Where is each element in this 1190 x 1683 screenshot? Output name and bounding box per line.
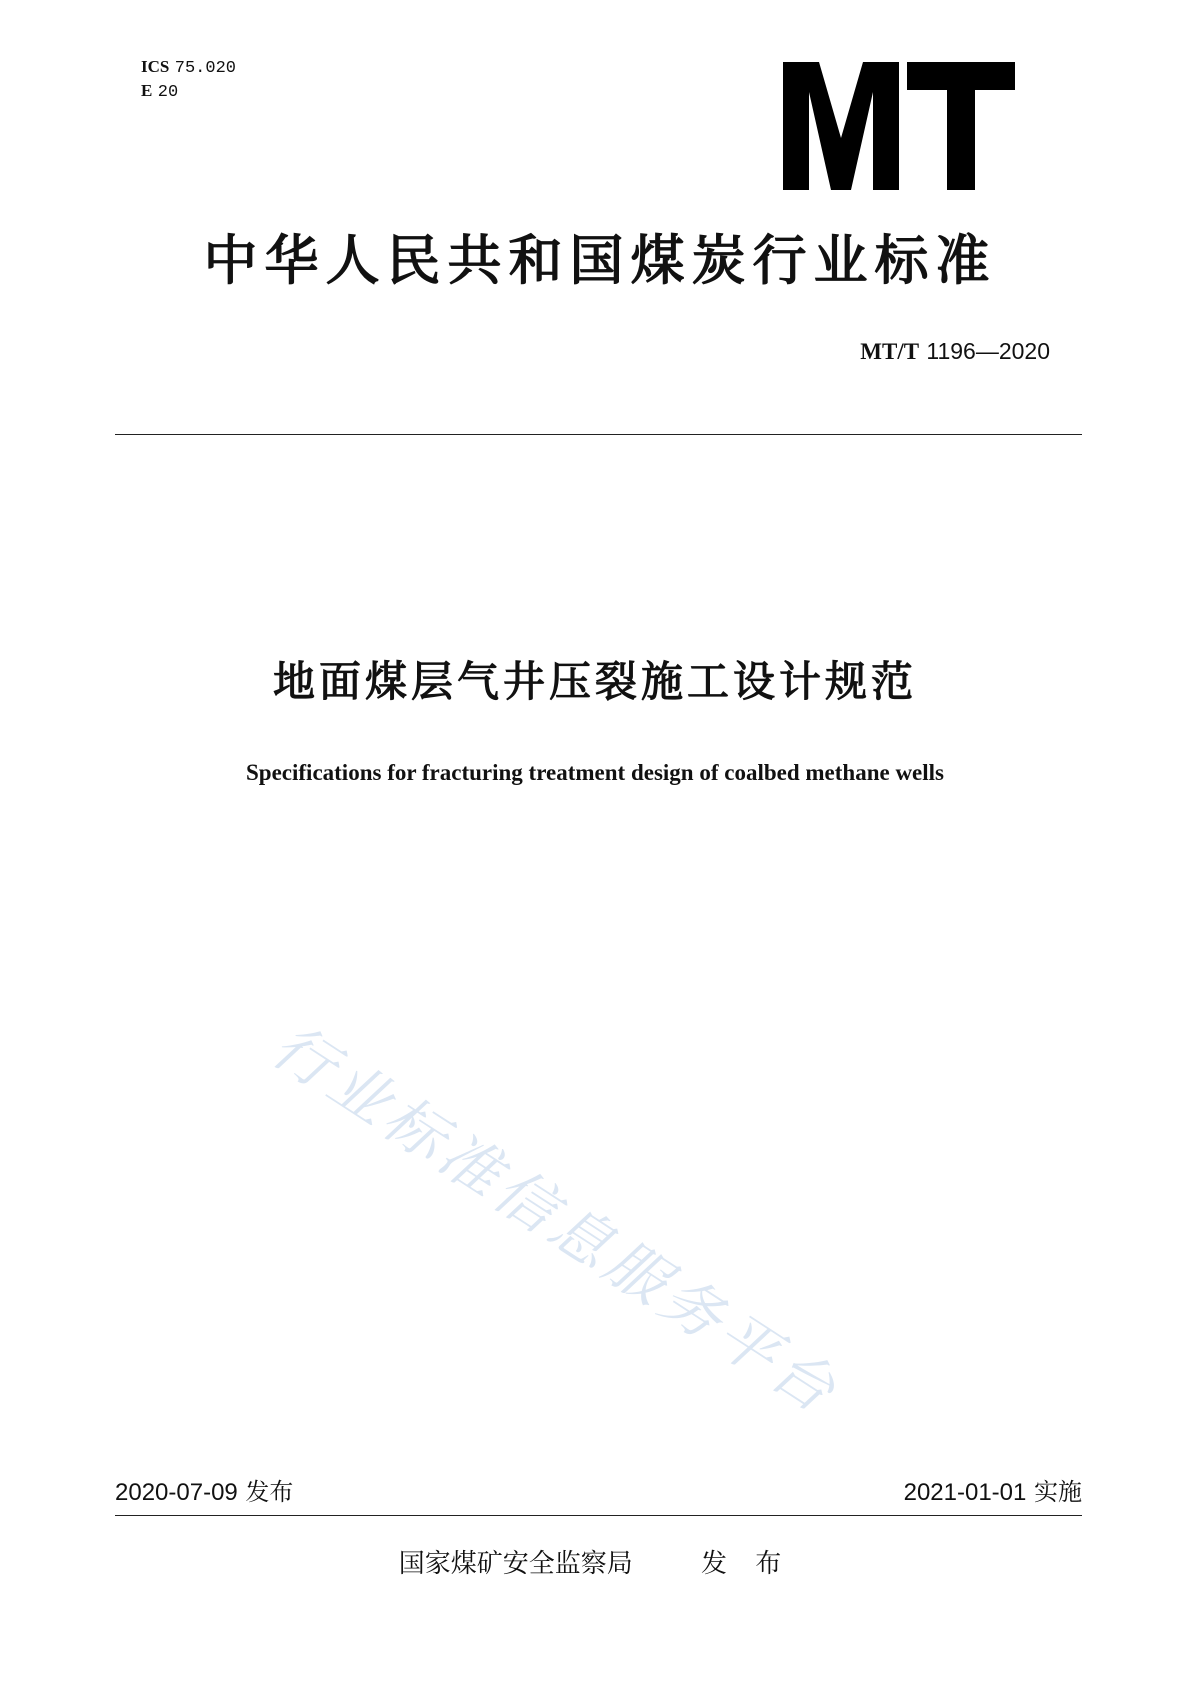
ics-label: ICS: [141, 57, 170, 76]
ccs-value: 20: [157, 83, 179, 102]
ics-value: 75.020: [174, 59, 236, 78]
publish-date-value: 2020-07-09: [115, 1479, 238, 1506]
classification-block: [141, 56, 236, 104]
title-chinese: 地面煤层气井压裂施工设计规范: [272, 657, 917, 706]
ics-line: [141, 56, 236, 80]
title-english: Specifications for fracturing treatment design of coalbed methane wells: [246, 760, 944, 785]
mt-logo: [783, 62, 1015, 190]
ccs-label: E: [141, 81, 153, 100]
implement-date-label: 实施: [1034, 1478, 1082, 1506]
publish-date: [115, 1476, 293, 1509]
implement-date: [904, 1476, 1082, 1509]
issuer-verb: 发 布: [701, 1549, 792, 1579]
issuer-name: 国家煤矿安全监察局: [398, 1549, 633, 1579]
standard-code-prefix: MT/T: [860, 339, 920, 364]
standard-code-number: 1196—2020: [926, 338, 1050, 364]
implement-date-value: 2021-01-01: [903, 1479, 1027, 1506]
watermark: 行业标准信息服务平台: [259, 1010, 852, 1430]
publish-date-label: 发布: [245, 1478, 294, 1506]
issuer-line: [0, 1546, 1190, 1582]
bottom-divider: [115, 1515, 1082, 1516]
ccs-line: [141, 80, 236, 104]
top-divider: [115, 434, 1082, 435]
standard-type-heading: 中华人民共和国煤炭行业标准: [203, 229, 997, 292]
standard-code: [860, 336, 1050, 367]
